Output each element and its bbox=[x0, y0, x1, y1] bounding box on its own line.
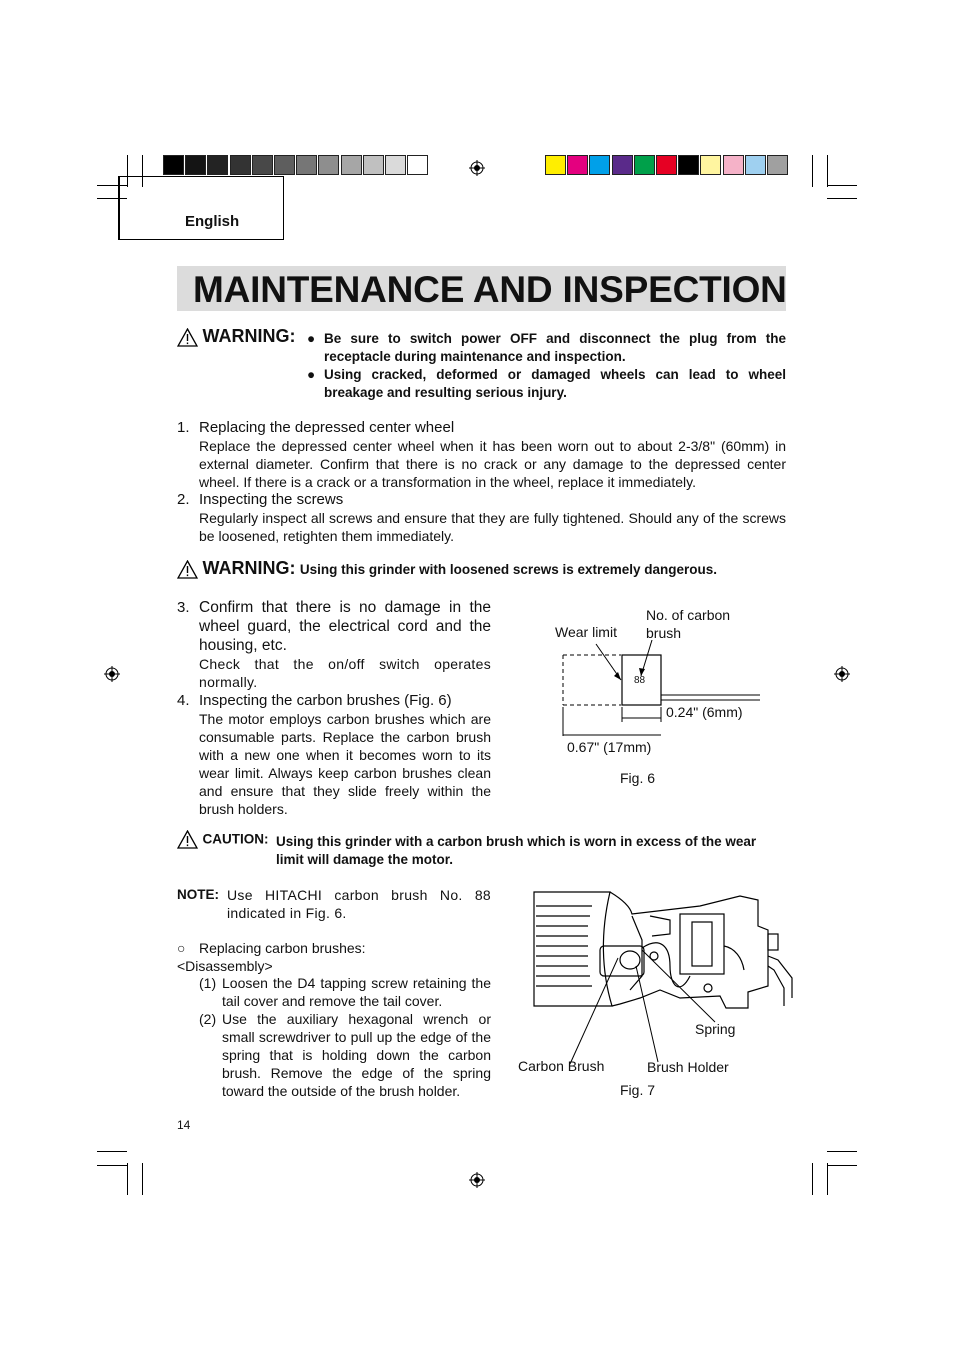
replacing-title: Replacing carbon brushes: bbox=[199, 940, 366, 956]
fig6-carbon-brush-drawing bbox=[555, 640, 765, 750]
note-text: Use HITACHI carbon brush No. 88 indicated in Fig. 6. bbox=[227, 887, 491, 921]
fig7-spring-label: Spring bbox=[695, 1021, 736, 1037]
color-swatch bbox=[296, 155, 317, 175]
color-swatch bbox=[723, 155, 744, 175]
registration-mark-right bbox=[834, 666, 850, 682]
color-swatch bbox=[163, 155, 184, 175]
color-swatch bbox=[230, 155, 251, 175]
warning-triangle-icon bbox=[177, 560, 198, 579]
color-swatch bbox=[567, 155, 588, 175]
color-swatch bbox=[678, 155, 699, 175]
language-label: English bbox=[185, 213, 240, 230]
item-2-text: Regularly inspect all screws and ensure that they are fully tightened. Should any of the screws be loosened, retighten them immediately. bbox=[199, 510, 786, 544]
registration-mark-bottom bbox=[469, 1172, 485, 1188]
fig7-brush-holder-label: Brush Holder bbox=[647, 1059, 729, 1075]
item-4-heading: Inspecting the carbon brushes (Fig. 6) bbox=[199, 692, 452, 709]
item-2-number: 2. bbox=[177, 491, 190, 508]
warning-triangle-icon bbox=[177, 328, 198, 347]
color-swatch bbox=[767, 155, 788, 175]
item-1-heading: Replacing the depressed center wheel bbox=[199, 419, 455, 436]
item-4-text: The motor employs carbon brushes which are consumable parts. Replace the carbon brush with a new one when it becomes worn to its wear limit. Always keep carbon brushes clean and ensure that they slide freely within the brush holders. bbox=[199, 711, 491, 817]
color-swatch bbox=[318, 155, 339, 175]
fig7-caption: Fig. 7 bbox=[620, 1082, 656, 1098]
fig7-grinder-drawing bbox=[530, 886, 798, 1066]
warning-1-bullet: ● Be sure to switch power OFF and disconnect the plug from the receptacle during maintenance and inspection. bbox=[307, 331, 786, 364]
warning-1-label: WARNING: bbox=[177, 326, 295, 347]
caution-label: CAUTION: bbox=[177, 830, 268, 849]
bullet-dot-icon: ● bbox=[307, 331, 316, 346]
step-1-text: Loosen the D4 tapping screw retaining the tail cover and remove the tail cover. bbox=[222, 975, 491, 1009]
bullet-dot-icon: ● bbox=[307, 367, 316, 382]
item-3-number: 3. bbox=[177, 599, 190, 616]
color-swatch bbox=[634, 155, 655, 175]
replacing-bullet-icon: ○ bbox=[177, 940, 186, 956]
fig6-wear-limit-label: Wear limit bbox=[555, 624, 617, 640]
color-swatch bbox=[545, 155, 566, 175]
note-label: NOTE: bbox=[177, 887, 219, 902]
color-swatch bbox=[274, 155, 295, 175]
fig6-brush-number-label: No. of carbon brush bbox=[646, 607, 731, 641]
fig6-dim-large: 0.67" (17mm) bbox=[567, 739, 652, 755]
color-swatch bbox=[407, 155, 428, 175]
item-3-text: Check that the on/off switch operates normally. bbox=[199, 656, 491, 690]
fig6-caption: Fig. 6 bbox=[620, 770, 656, 786]
caution-text: Using this grinder with a carbon brush which is worn in excess of the wear limit will damage the motor. bbox=[276, 834, 757, 867]
disassembly-label: <Disassembly> bbox=[177, 958, 273, 974]
item-4-number: 4. bbox=[177, 692, 190, 709]
color-swatch bbox=[385, 155, 406, 175]
color-swatch bbox=[745, 155, 766, 175]
item-1-text: Replace the depressed center wheel when it has been worn out to about 2-3/8" (60mm) in external diameter. Confirm that there is no crack or any damage to the depressed center wheel. If there is a crack or a transformation in the wheel, replace it immediately. bbox=[199, 438, 786, 490]
warning-triangle-icon bbox=[177, 830, 198, 849]
fig6-dim-small: 0.24" (6mm) bbox=[666, 704, 743, 720]
color-swatch bbox=[656, 155, 677, 175]
color-swatch bbox=[341, 155, 362, 175]
color-swatch bbox=[700, 155, 721, 175]
color-swatch bbox=[612, 155, 633, 175]
item-1-number: 1. bbox=[177, 419, 190, 436]
page-title: MAINTENANCE AND INSPECTION bbox=[193, 269, 787, 310]
language-box bbox=[118, 176, 284, 240]
item-2-heading: Inspecting the screws bbox=[199, 491, 344, 508]
step-1-number: (1) bbox=[199, 975, 217, 991]
warning-1-bullets bbox=[307, 330, 786, 402]
item-3-heading: Confirm that there is no damage in the wheel guard, the electrical cord and the housing, etc. bbox=[199, 599, 491, 654]
step-2-text: Use the auxiliary hexagonal wrench or small screwdriver to pull up the edge of the spring that is holding down the carbon brush. Remove the edge of the spring toward the outside of the brush holder. bbox=[222, 1011, 491, 1099]
color-swatch bbox=[589, 155, 610, 175]
color-swatch bbox=[252, 155, 273, 175]
color-swatch bbox=[363, 155, 384, 175]
step-2-number: (2) bbox=[199, 1011, 217, 1027]
fig6-brush-number: 88 bbox=[634, 675, 646, 686]
registration-mark-top bbox=[469, 160, 485, 176]
warning-2: WARNING: Using this grinder with loosened screws is extremely dangerous. bbox=[177, 558, 717, 579]
registration-mark-left bbox=[104, 666, 120, 682]
color-swatch bbox=[185, 155, 206, 175]
warning-1-bullet: ● Using cracked, deformed or damaged wheels can lead to wheel breakage and resulting serious injury. bbox=[307, 367, 786, 400]
fig7-carbon-brush-label: Carbon Brush bbox=[518, 1058, 605, 1074]
color-swatch bbox=[207, 155, 228, 175]
page-number: 14 bbox=[177, 1118, 191, 1132]
